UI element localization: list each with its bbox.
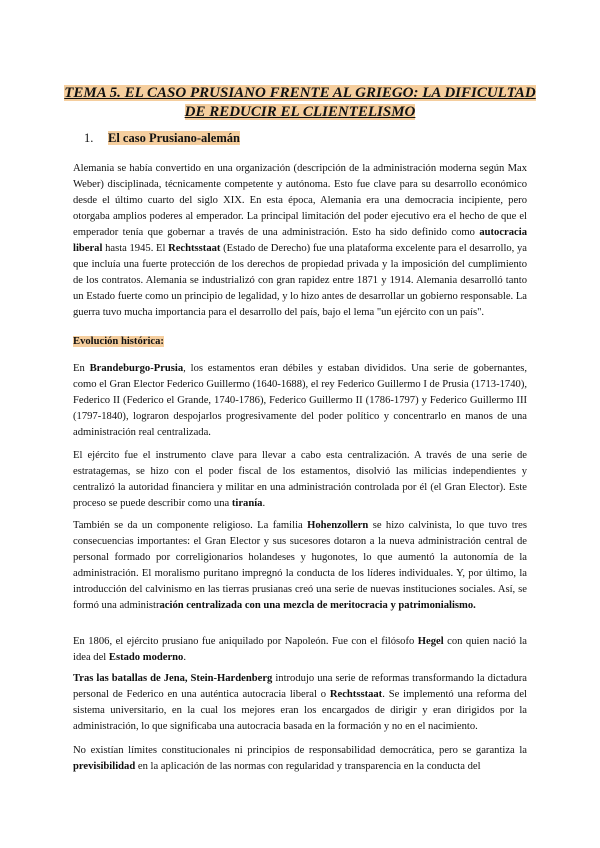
bold-text: ación centralizada con una mezcla de meritocracia y patrimonialismo. [159,600,476,611]
text-run: hasta 1945. El [102,243,169,254]
paragraph [73,361,527,441]
bold-text: tiranía [231,498,263,509]
paragraph [73,161,527,321]
title-text: TEMA 5. EL CASO PRUSIANO FRENTE AL GRIEGO: LA DIFICULTAD DE REDUCIR EL CLIENTELISMO [64,85,536,120]
text-run: (Estado de Derecho) fue una plataforma excelente para el desarrollo, ya que incluía una fuerte protección de los derechos de propiedad privada y la imposición del cumplimiento de los contratos. Alemania se industrializó con gran rapidez entre 1871 y 1914. Alemania desarrolló tanto un Estado fuerte como un principio de legalidad, y lo hizo antes de desarrollar un gobierno responsable. La guerra tuvo mucha importancia para el desarrollo del país, bajo el lema "un ejército con un país". [73,243,527,318]
text-run: en la aplicación de las normas con regularidad y transparencia en la conducta del [135,761,481,772]
bold-text: Rechtsstaat [329,689,383,700]
text-run: . Se implementó una reforma del sistema universitario, en la cual los mejores eran los encargados de dirigir y eran dirigidos por la administración, lo que significaba una autocracia basada en la formación y no en el nacimiento. [73,689,527,732]
text-run: En 1806, el ejército prusiano fue aniquilado por Napoleón. Fue con el filósofo [73,636,418,647]
paragraph [73,743,527,775]
text-run: No existían límites constitucionales ni principios de responsabilidad democrática, pero se garantiza la [73,745,527,756]
bold-text: Hohenzollern [307,520,369,531]
bold-text: Rechtsstaat [168,243,221,254]
paragraph [73,448,527,512]
section-number: 1. [84,131,94,145]
paragraph [73,518,527,614]
bold-text: Hegel [417,636,444,647]
text-run: También se da un componente religioso. La familia [73,520,308,531]
text-run: Alemania se había convertido en una organización (descripción de la administración moderna según Max Weber) disciplinada, técnicamente competente y autónoma. Esto fue clave para su desarrollo económico desde el último cuarto del siglo XIX. En esta época, Alemania era una democracia incipiente, pero otorgaba amplios poderes al emperador. La principal limitación del poder ejecutivo era el hecho de que el emperador tenía que gobernar a través de una administración. Esto ha sido definido como [73,163,527,238]
paragraph [73,671,527,735]
bold-text: Brandeburgo-Prusia [89,363,184,374]
section-heading [84,131,240,146]
bold-text: Tras las batallas de Jena, Stein-Hardenberg [73,673,273,684]
text-run: introdujo una serie de reformas transformando la dictadura personal de Federico en una auténtica autocracia liberal o [73,673,527,700]
text-run: , los estamentos eran débiles y estaban divididos. Una serie de gobernantes, como el Gran Elector Federico Guillermo (1640-1688), el rey Federico Guillermo I de Prusia (1713-1740), Federico II (Federico el Grande, 1740-1786), Federico Guillermo II (1786-1797) y Federico Guillermo III (1797-1840), lograron despojarlos progresivamente del poder político y concentrarlo en manos de una administración real centralizada. [73,363,527,438]
text-run: con quien nació la idea del [73,636,527,663]
bold-text: Estado moderno [108,652,184,663]
bold-text: previsibilidad [73,761,136,772]
paragraph [73,634,527,666]
subheading-text: Evolución histórica: [73,336,164,347]
text-run: En [73,363,90,374]
subheading [73,334,527,350]
text-run: . [183,652,187,663]
page-title [60,84,540,122]
text-run: . [262,498,266,509]
bold-text: autocracia liberal [73,227,527,254]
section-label: El caso Prusiano-alemán [108,131,240,145]
text-run: El ejército fue el instrumento clave para llevar a cabo esta centralización. A través de una serie de estratagemas, se hizo con el poder fiscal de los estamentos, disolvió las milicias independientes y centralizó la autoridad financiera y militar en una administración controlada por él (el Gran Elector). Este proceso se puede describir como una [73,450,527,509]
text-run: se hizo calvinista, lo que tuvo tres consecuencias importantes: el Gran Elector y sus sucesores dotaron a la nueva administración central de personal formado por correligionarios holandeses y hugonotes, lo que aumentó la autonomía de la administración. El moralismo puritano impregnó la conducta de los líderes individuales. Y, por último, la introducción del calvinismo en las tierras prusianas creó una serie de nuevas instituciones sociales. Así, se formó una administr [73,520,528,611]
